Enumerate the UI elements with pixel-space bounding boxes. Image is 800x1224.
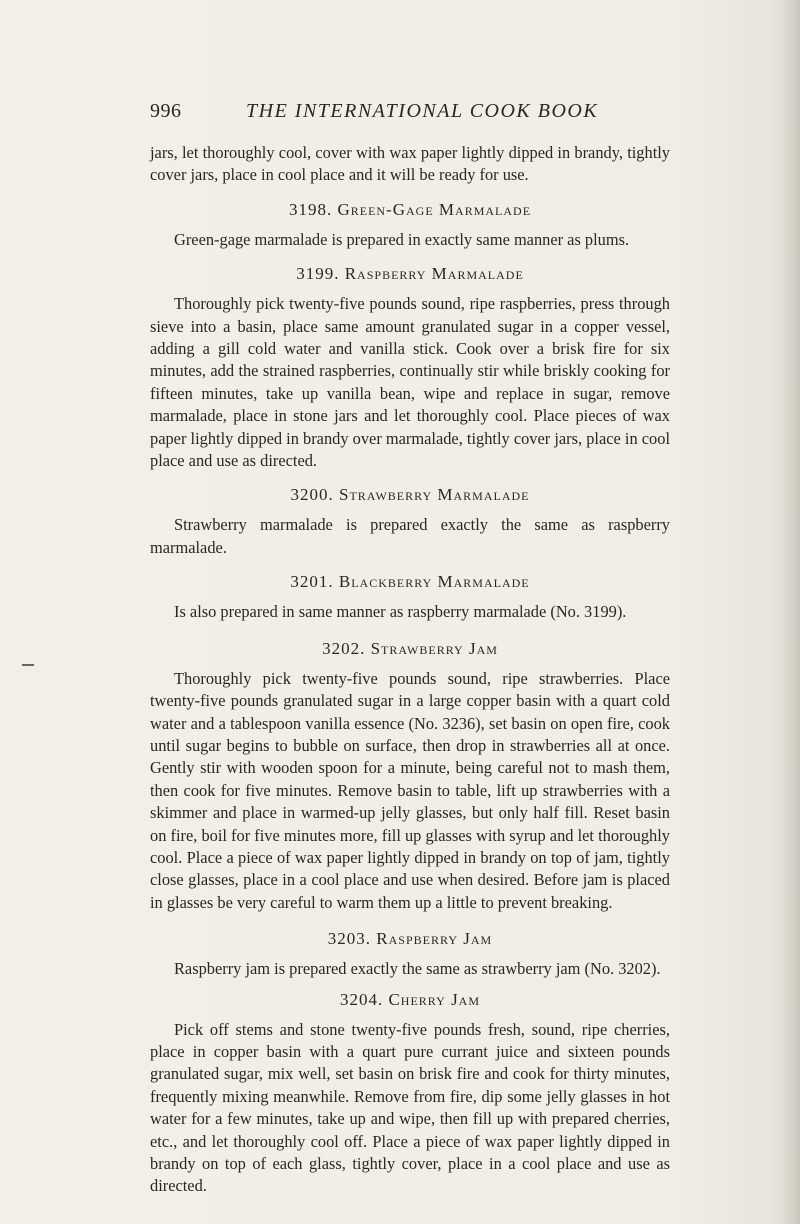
recipe-heading-3198: 3198. Green-Gage Marmalade <box>288 199 532 219</box>
recipe-heading-3203: 3203. Raspberry Jam <box>327 929 493 949</box>
page-content <box>150 142 670 1198</box>
page-header <box>150 100 670 136</box>
recipe-body-3201: Is also prepared in same manner as raspberry marmalade (No. 3199). <box>174 602 627 622</box>
page-number: 996 <box>150 100 182 122</box>
recipe-heading-3202: 3202. Strawberry Jam <box>322 638 498 658</box>
recipe-body-3202: Thoroughly pick twenty-five pounds sound, ripe strawberries. Place twenty-five pounds granulated sugar in a large copper basin with a quart cold water and a tablespoon vanilla essence (No. 3236), set basin on open fire, cook until sugar begins to bubble on surface, then drop in strawberries all at once. Gently stir with wooden spoon for a minute, being careful not to mash them, then cook for five minutes. Remove basin to table, lift up strawberries with a skimmer and place in warmed-up jelly glasses, but only half fill. Reset basin on fire, boil for five minutes more, fill up glasses with syrup and let thoroughly cool. Place a piece of wax paper lightly dipped in brandy on top of jam, tightly close glasses, place in a cool place and use when desired. Before jam is placed in glasses be very careful to warm them up a little to prevent breaking. <box>150 668 670 912</box>
recipe-body-3204: Pick off stems and stone twenty-five pounds fresh, sound, ripe cherries, place in copper basin with a quart pure currant juice and sixteen pounds granulated sugar, mix well, set basin on brisk fire and cook for thirty minutes, frequently mixing meanwhile. Remove from fire, dip some jelly glasses in hot water for a few minutes, take up and wipe, then fill up with prepared cherries, etc., and let thoroughly cool off. Place a piece of wax paper lightly dipped in brandy on top of each glass, tightly cover, place in a cool place and use as directed. <box>150 1019 670 1196</box>
recipe-body-3198: Green-gage marmalade is prepared in exactly same manner as plums. <box>174 229 630 249</box>
intro-paragraph: jars, let thoroughly cool, cover with wax paper lightly dipped in brandy, tightly cover jars, place in cool place and it will be ready for use. <box>150 143 670 185</box>
recipe-body-3203: Raspberry jam is prepared exactly the same as strawberry jam (No. 3202). <box>174 959 661 979</box>
recipe-heading-3200: 3200. Strawberry Marmalade <box>290 485 530 505</box>
recipe-heading-3204: 3204. Cherry Jam <box>339 989 481 1009</box>
recipe-heading-3201: 3201. Blackberry Marmalade <box>290 572 530 592</box>
recipe-heading-3199: 3199. Raspberry Marmalade <box>296 264 524 284</box>
margin-mark <box>22 664 34 666</box>
recipe-body-3200: Strawberry marmalade is prepared exactly the same as raspberry marmalade. <box>150 515 670 557</box>
page-edge-shadow <box>782 0 800 1224</box>
running-title: THE INTERNATIONAL COOK BOOK <box>246 100 599 122</box>
recipe-body-3199: Thoroughly pick twenty-five pounds sound, ripe raspberries, press through sieve into a basin, place same amount granulated sugar in a copper vessel, adding a gill cold water and vanilla stick. Cook over a brisk fire for six minutes, add the strained raspberries, continually stir while briskly cooking for fifteen minutes, take up vanilla bean, wipe and replace in sugar, remove marmalade, place in stone jars and let thoroughly cool. Place pieces of wax paper lightly dipped in brandy over marmalade, tightly cover jars, place in cool place and use as directed. <box>150 294 670 471</box>
